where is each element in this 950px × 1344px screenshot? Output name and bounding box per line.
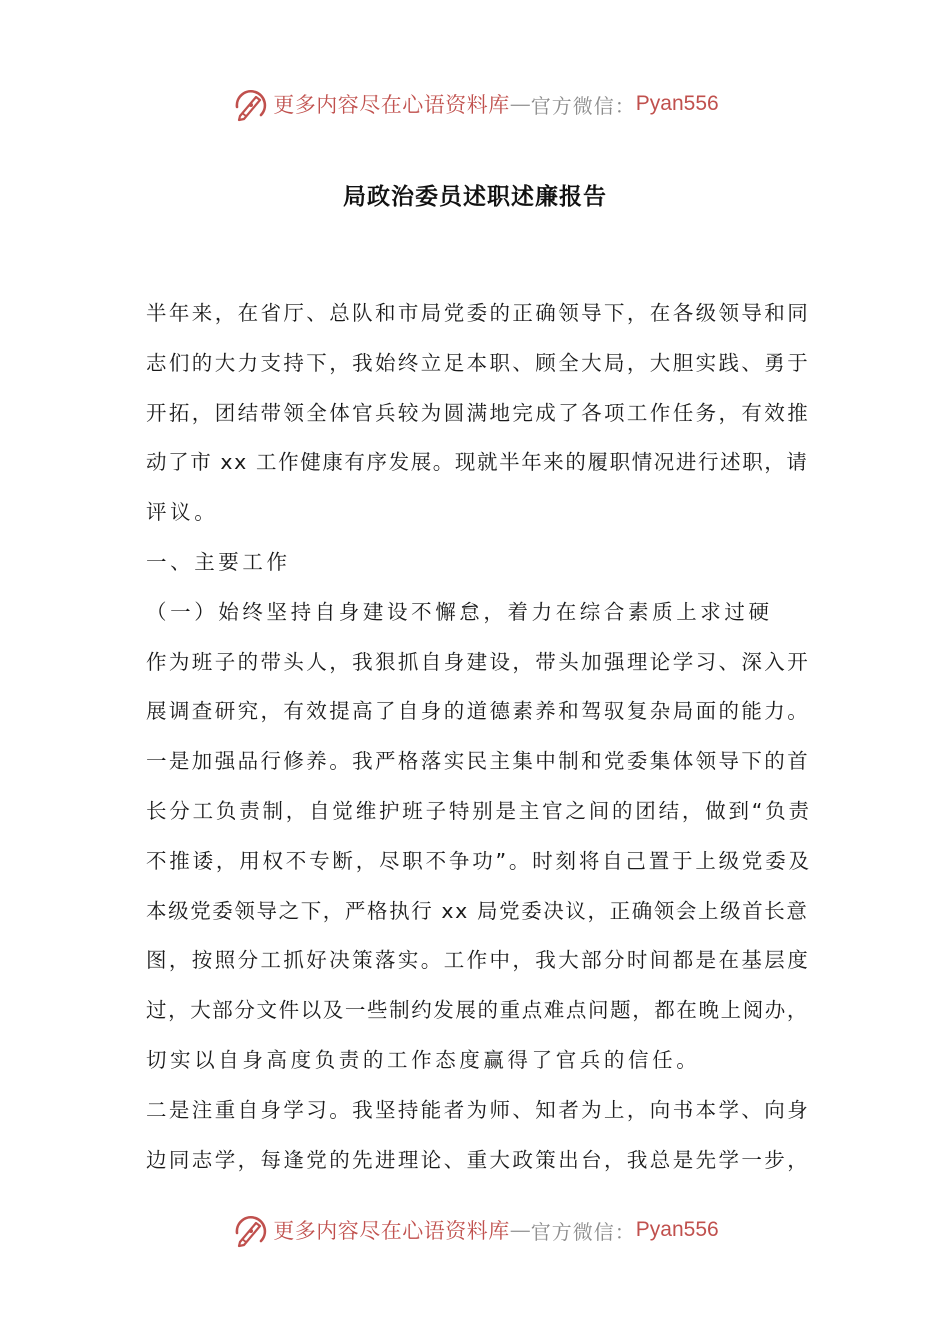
document-title: 局政治委员述职述廉报告 <box>343 183 607 210</box>
watermark-site-text: 更多内容尽在心语资料库 <box>273 1219 510 1243</box>
pen-circle-logo-icon <box>231 1211 269 1249</box>
section-heading: 一、主要工作 <box>146 549 291 574</box>
body-line: 展调查研究，有效提高了自身的道德素养和驾驭复杂局面的能力。 <box>146 699 811 724</box>
watermark-dash: — <box>509 1218 531 1242</box>
body-line: 边同志学，每逢党的先进理论、重大政策出台，我总是先学一步， <box>146 1147 811 1172</box>
body-line: 二是注重自身学习。我坚持能者为师、知者为上，向书本学、向身 <box>146 1097 811 1122</box>
watermark-dash: — <box>509 92 531 116</box>
watermark-wechat-label: 官方微信： <box>530 93 636 118</box>
body-line: 长分工负责制，自觉维护班子特别是主官之间的团结，做到“负责 <box>146 798 812 823</box>
body-line: 不推诿，用权不专断，尽职不争功”。时刻将自己置于上级党委及 <box>146 848 812 873</box>
watermark-site-text: 更多内容尽在心语资料库 <box>273 93 510 117</box>
body-line: 志们的大力支持下，我始终立足本职、顾全大局，大胆实践、勇于 <box>146 350 811 375</box>
watermark-wechat-label: 官方微信： <box>530 1219 636 1244</box>
body-line: 作为班子的带头人，我狠抓自身建设，带头加强理论学习、深入开 <box>146 649 811 674</box>
body-line: 动了市 xx 工作健康有序发展。现就半年来的履职情况进行述职，请 <box>146 450 809 475</box>
watermark-wechat-id: Pyan556 <box>635 92 719 115</box>
pen-circle-logo-icon <box>231 85 269 123</box>
body-line: 评议。 <box>146 500 219 525</box>
document-body <box>146 289 814 1185</box>
body-line: 半年来，在省厅、总队和市局党委的正确领导下，在各级领导和同 <box>146 301 811 325</box>
subsection-heading: （一）始终坚持自身建设不懈怠，着力在综合素质上求过硬 <box>146 599 773 624</box>
body-line: 切实以自身高度负责的工作态度赢得了官兵的信任。 <box>146 1047 701 1072</box>
watermark-wechat-id: Pyan556 <box>635 1218 719 1241</box>
body-line: 一是加强品行修养。我严格落实民主集中制和党委集体领导下的首 <box>146 749 811 774</box>
body-line: 过，大部分文件以及一些制约发展的重点难点问题，都在晚上阅办， <box>146 998 809 1023</box>
watermark-banner-bottom <box>0 1208 950 1252</box>
watermark-banner-top <box>0 82 950 126</box>
body-line: 开拓，团结带领全体官兵较为圆满地完成了各项工作任务，有效推 <box>146 400 811 425</box>
body-line: 本级党委领导之下，严格执行 xx 局党委决议，正确领会上级首长意 <box>146 898 809 923</box>
body-line: 图，按照分工抓好决策落实。工作中，我大部分时间都是在基层度 <box>146 948 811 973</box>
